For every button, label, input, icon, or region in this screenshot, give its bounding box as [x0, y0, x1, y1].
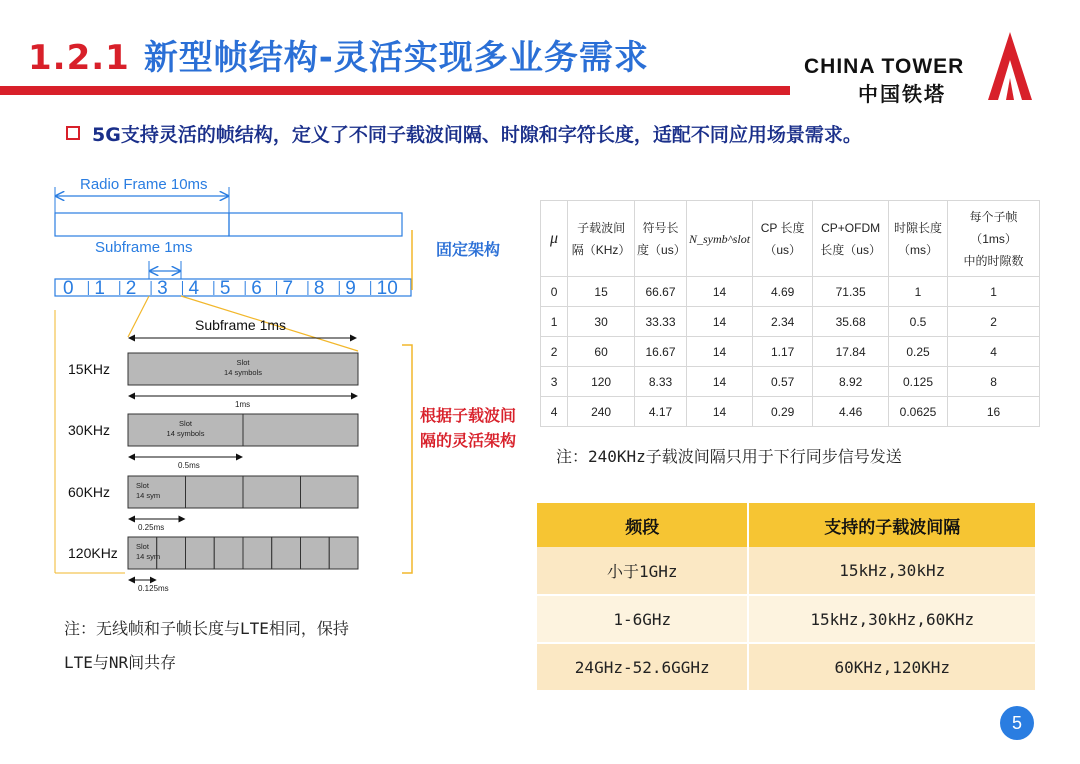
numerology-row [541, 277, 1040, 307]
header-scs [568, 201, 635, 277]
numerology-cell: 8.33 [635, 367, 687, 397]
numerology-cell: 4.46 [813, 397, 889, 427]
numerology-row [541, 307, 1040, 337]
subframe-number: 1 [94, 278, 105, 299]
header-slot-length [888, 201, 947, 277]
numerology-cell: 4.17 [635, 397, 687, 427]
header-symbol-line2: 度（us） [637, 242, 686, 257]
subframe-detail-label: Subframe 1ms [195, 317, 287, 333]
numerology-cell: 16.67 [635, 337, 687, 367]
header-symbol-line1: 符号长 [642, 220, 679, 235]
slot-block [214, 537, 243, 569]
subframe-number: 9 [345, 278, 356, 299]
numerology-cell: 8.92 [813, 367, 889, 397]
band-cell-range: 1-6GHz [537, 595, 748, 643]
numerology-cell: 0 [541, 277, 568, 307]
numerology-cell: 66.67 [635, 277, 687, 307]
header-cp-length [753, 201, 813, 277]
band-table [537, 503, 1037, 692]
subframe-number: 7 [282, 278, 294, 299]
header-cpofdm-line1: CP+OFDM [821, 220, 881, 235]
slot-duration-label: 0.25ms [138, 523, 165, 532]
numerology-cell: 8 [948, 367, 1040, 397]
header-cp-ofdm [813, 201, 889, 277]
numerology-cell: 0.57 [753, 367, 813, 397]
slot-caption: 14 symbols [224, 368, 262, 377]
subframe-number: 2 [125, 278, 137, 299]
subframe-number: 10 [376, 278, 398, 299]
numerology-table-body [541, 277, 1040, 427]
logo-text-en: CHINA TOWER [804, 55, 965, 78]
radio-frame-box-1 [55, 213, 229, 236]
band-row [537, 643, 1036, 691]
slot-block [243, 476, 301, 508]
numerology-cell: 4 [948, 337, 1040, 367]
band-header-row [537, 503, 1036, 547]
numerology-cell: 0.0625 [888, 397, 947, 427]
numerology-cell: 17.84 [813, 337, 889, 367]
numerology-cell: 120 [568, 367, 635, 397]
numerology-cell: 14 [686, 277, 752, 307]
subframe-number: 3 [157, 278, 168, 299]
slot-caption: 14 sym [136, 491, 161, 500]
numerology-table [540, 200, 1040, 427]
numerology-cell: 71.35 [813, 277, 889, 307]
header-slot-line2: （ms） [898, 242, 938, 257]
numerology-cell: 1 [541, 307, 568, 337]
slot-caption: Slot [179, 419, 192, 428]
bracket-flexible [402, 345, 412, 573]
header-cp-line1: CP 长度 [760, 220, 805, 235]
subframe-number: 6 [251, 278, 262, 299]
flexible-label-line-1: 根据子载波间 [420, 406, 517, 425]
band-cell-scs: 15kHz,30kHz [748, 547, 1036, 595]
diagram-note-line-2: LTE与NR间共存 [64, 653, 177, 672]
header-mu: μ [541, 201, 568, 277]
title-text: 新型帧结构-灵活实现多业务需求 [143, 38, 649, 78]
numerology-row [541, 337, 1040, 367]
slot-duration-label: 0.125ms [138, 584, 169, 593]
numerology-cell: 1 [888, 277, 947, 307]
slot-duration-label: 1ms [235, 400, 251, 409]
numerology-cell: 0.25 [888, 337, 947, 367]
subframe-label: Subframe 1ms [95, 239, 193, 256]
numerology-cell: 240 [568, 397, 635, 427]
numerology-cell: 14 [686, 307, 752, 337]
slot-block [272, 537, 301, 569]
slot-block [301, 537, 330, 569]
numerology-cell: 15 [568, 277, 635, 307]
band-cell-scs: 60KHz,120KHz [748, 643, 1036, 691]
bullet-square-icon [66, 126, 80, 140]
zoom-guide-left [128, 296, 149, 337]
band-cell-range: 小于1GHz [537, 547, 748, 595]
header-slot-line1: 时隙长度 [894, 220, 943, 235]
band-cell-range: 24GHz-52.6GGHz [537, 643, 748, 691]
header-symbol-length [635, 201, 687, 277]
subframe-number: 0 [63, 278, 74, 299]
fixed-architecture-label: 固定架构 [436, 240, 501, 259]
band-header-scs: 支持的子载波间隔 [748, 503, 1036, 547]
header-scs-line1: 子载波间 [577, 220, 626, 235]
header-slots-per-subframe [948, 201, 1040, 277]
title-underline [0, 86, 790, 95]
numerology-note: 注：240KHz子载波间隔只用于下行同步信号发送 [556, 447, 902, 466]
header-slotsper-line2: 中的时隙数 [963, 253, 1024, 268]
flexible-architecture-label [420, 403, 516, 453]
slot-caption: Slot [236, 358, 250, 367]
slot-block [157, 537, 186, 569]
slot-caption: Slot [136, 542, 149, 551]
header-scs-line2: 隔（KHz） [571, 242, 631, 257]
slot-duration-label: 0.5ms [178, 461, 200, 470]
slot-caption: 14 sym [136, 552, 161, 561]
slot-rows [68, 353, 358, 593]
subframe-strip [55, 279, 411, 296]
numerology-cell: 0.29 [753, 397, 813, 427]
header-slotsper-line1: 每个子帧（1ms） [969, 209, 1018, 246]
subframe-number: 5 [219, 278, 231, 299]
numerology-row [541, 367, 1040, 397]
diagram-note-line-1: 注：无线帧和子帧长度与LTE相同，保持 [64, 619, 349, 638]
numerology-cell: 14 [686, 337, 752, 367]
section-number: 1.2.1 [28, 38, 130, 78]
numerology-cell: 0.125 [888, 367, 947, 397]
page-title [28, 30, 649, 79]
logo-text-cn: 中国铁塔 [858, 82, 946, 106]
numerology-cell: 3 [541, 367, 568, 397]
numerology-cell: 33.33 [635, 307, 687, 337]
numerology-cell: 2 [948, 307, 1040, 337]
bullet-statement [66, 120, 862, 147]
band-row [537, 595, 1036, 643]
slot-block [301, 476, 359, 508]
frame-structure-diagram [0, 165, 540, 605]
china-tower-logo-icon [986, 30, 1034, 102]
numerology-row [541, 397, 1040, 427]
flexible-label-line-2: 隔的灵活架构 [420, 431, 517, 450]
numerology-cell: 1.17 [753, 337, 813, 367]
subframe-number: 8 [313, 278, 325, 299]
radio-frame-box-2 [229, 213, 402, 236]
header-n-symb-slot: N_symb^slot [686, 201, 752, 277]
numerology-header-row [541, 201, 1040, 277]
slot-block [329, 537, 358, 569]
scs-row-label: 60KHz [68, 484, 111, 500]
numerology-cell: 4.69 [753, 277, 813, 307]
radio-frame-label: Radio Frame 10ms [80, 176, 208, 193]
numerology-cell: 1 [948, 277, 1040, 307]
slot-caption: Slot [136, 481, 149, 490]
slot-block [186, 537, 215, 569]
numerology-cell: 2.34 [753, 307, 813, 337]
page-number: 5 [1000, 706, 1034, 740]
numerology-cell: 60 [568, 337, 635, 367]
numerology-cell: 16 [948, 397, 1040, 427]
numerology-cell: 14 [686, 367, 752, 397]
diagram-note [64, 612, 349, 680]
slot-block [186, 476, 244, 508]
header-cp-line2: （us） [764, 242, 802, 257]
band-header-band: 频段 [537, 503, 748, 547]
scs-row-label: 30KHz [68, 422, 111, 438]
numerology-cell: 4 [541, 397, 568, 427]
header-cpofdm-line2: 长度（us） [820, 242, 881, 257]
band-cell-scs: 15kHz,30kHz,60KHz [748, 595, 1036, 643]
slot-block [243, 414, 358, 446]
scs-row-label: 120KHz [68, 545, 118, 561]
subframe-number: 4 [188, 278, 200, 299]
bullet-text: 5G支持灵活的帧结构，定义了不同子载波间隔、时隙和字符长度，适配不同应用场景需求。 [92, 124, 862, 146]
numerology-cell: 35.68 [813, 307, 889, 337]
slot-block [243, 537, 272, 569]
band-table-body [537, 547, 1036, 691]
scs-row-label: 15KHz [68, 361, 111, 377]
slot-caption: 14 symbols [166, 429, 205, 438]
numerology-cell: 14 [686, 397, 752, 427]
numerology-cell: 2 [541, 337, 568, 367]
numerology-cell: 0.5 [888, 307, 947, 337]
numerology-cell: 30 [568, 307, 635, 337]
band-row [537, 547, 1036, 595]
